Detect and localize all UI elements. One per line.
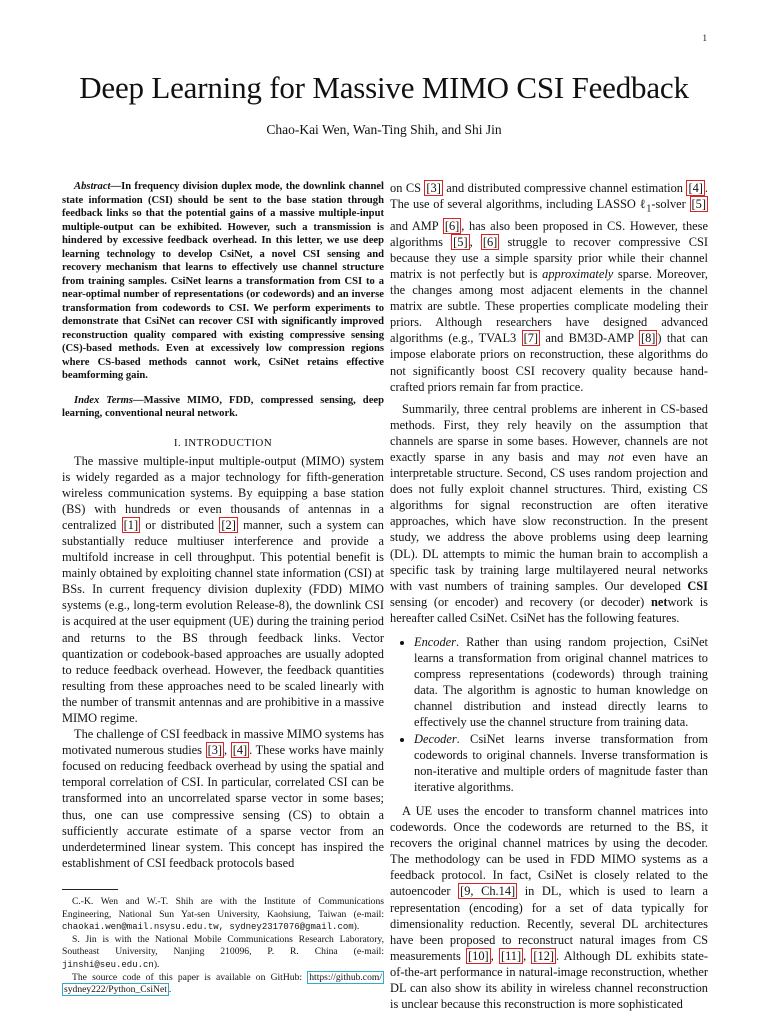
citation-link[interactable]: [3] <box>207 743 223 758</box>
github-link[interactable]: https://github.com/ <box>309 971 382 983</box>
citation-link[interactable]: [10] <box>468 948 489 963</box>
citation-link[interactable]: [5] <box>453 234 468 249</box>
autoencoder-paragraph: A UE uses the encoder to transform channel matrices into codewords. Once the codewords are returned to the BS, it recovers the original channel matrices by using the decoder. The methodology can be used in FDD MIMO systems as a feedback protocol. In fact, CsiNet is closely related to the autoencoder [9, Ch.14] in DL, which is used to learn a representation (encoding) for a set of data typically for dimensionality reduction. Recently, several DL architectures have been proposed to reconstruct natural images from CS measurements [10] , [11] , [12] . Although DL exhibits state-of-the-art performance in natural-image reconstruction, whether DL can also show its ability in wireless channel reconstruction is unclear because this reconstruction is more sophisticated <box>390 803 708 1012</box>
footnote-rule <box>62 889 118 890</box>
right-column <box>390 180 708 1012</box>
index-terms <box>62 394 384 421</box>
citation-link[interactable]: [6] <box>444 218 460 233</box>
citation-link[interactable]: [3] <box>426 181 441 195</box>
author-list: Chao-Kai Wen, Wan-Ting Shih, and Shi Jin <box>266 122 502 137</box>
citation-link[interactable]: [7] <box>523 331 539 346</box>
abstract-label: Abstract <box>74 181 111 192</box>
intro-paragraph-2: The challenge of CSI feedback in massive MIMO systems has motivated numerous studies [3] , [4] . These works have mainly focused on reducing feedback overhead by using the spatial and temporal correlation of CSI. In particular, correlated CSI can be transformed into an uncorrelated sparse vector in some bases; thus, one can use compressive sensing (CS) to obtain a sufficiently accurate estimate of a sparse vector from an underdetermined linear system. This concept has inspired the establishment of CSI feedback protocols based <box>62 727 384 870</box>
abstract-text: —In frequency division duplex mode, the downlink channel state information (CSI) should be sent to the base station through feedback links so that the potential gains of a massive multiple-input multiple-output can be exhibited. However, such a transmission is hindered by excessive feedback overhead. In this letter, we use deep learning technology to develop CsiNet, a novel CSI sensing and recovery mechanism that learns to effectively use channel structure from training samples. CsiNet learns a transformation from CSI to a near-optimal number of representations (or codewords) and an inverse transformation from codewords to CSI. We perform experiments to demonstrate that CsiNet can recover CSI with significantly improved reconstruction quality compared with existing compressive sensing (CS)-based methods. Even at excessively low compression regions where CS-based methods cannot work, CsiNet retains effective beamforming gain. <box>62 181 384 381</box>
intro-paragraph-1: The massive multiple-input multiple-output (MIMO) system is widely regarded as a major technology for fifth-generation wireless communication systems. By equipping a base station (BS) with hundreds or even thousands of antennas in a centralized [1] or distributed [2] manner, such a system can substantially reduce multiuser interference and provide a multifold increase in cell throughput. This potential benefit is mainly obtained by exploiting channel state information (CSI) at BSs. In current frequency division duplexity (FDD) MIMO systems (e.g., long-term evolution Release-8), the downlink CSI is acquired at the user equipment (UE) during the training period and returns to the BS through feedback links. Vector quantization or codebook-based approaches are usually adopted to reduce feedback overhead. However, the feedback quantities resulting from these approaches need to be scaled linearly with the number of transmit antennas and are prohibitive in a massive MIMO regime. <box>62 453 384 725</box>
abstract <box>62 180 384 383</box>
paper-title: Deep Learning for Massive MIMO CSI Feedback <box>79 70 689 105</box>
citation-link[interactable]: [8] <box>640 331 656 346</box>
citation-link[interactable]: [5] <box>691 197 706 212</box>
citation-link[interactable]: [6] <box>482 234 498 249</box>
footnote-affiliation-1: C.-K. Wen and W.-T. Shih are with the Institute of Communications Engineering, National Sun Yat-sen University, Kaohsiung, Taiwan (e-mail: chaokai.wen@mail.nsysu.edu.tw, sydney2317076@gmail.com). <box>62 895 384 933</box>
cs-paragraph: on CS [3] and distributed compressive channel estimation [4] . The use of several algorithms, including LASSO ℓ$_1$-solver [5] and AMP [6] , has also been proposed in CS. However, these algorithms [5] , [6] struggle to recover compressive CSI because they use a simple sparsity prior while their channel matrix is not perfectly but is approximately sparse. Moreover, the changes among most adjacent elements in the channel matrix are subtle. These properties complicate modeling their priors. Although researchers have designed advanced algorithms (e.g., TVAL3 [7] and BM3D-AMP [8] ) that can impose elaborate priors on reconstruction, these algorithms do not significantly boost CSI recovery quality because hand-crafted priors remain far from practice. <box>390 181 708 394</box>
citation-link[interactable]: [2] <box>221 517 236 532</box>
footnote-source-code: The source code of this paper is available on GitHub: https://github.com/ sydney222/Python_CsiNet . <box>64 971 382 996</box>
citation-link[interactable]: [9, Ch.14] <box>460 884 516 899</box>
index-terms-text: —Massive MIMO, FDD, compressed sensing, deep learning, conventional neural network. <box>62 394 384 419</box>
github-link[interactable]: sydney222/Python_CsiNet <box>64 984 167 996</box>
page-number: 1 <box>702 33 707 43</box>
list-item: • Decoder. CsiNet learns inverse transformation from codewords to original channels. Inverse transformation is non-iterative and multiple orders of magnitude faster than iterative algorithms. <box>414 731 708 795</box>
footnote-affiliation-2: S. Jin is with the National Mobile Communications Research Laboratory, Southeast University, Nanjing 210096, P. R. China (e-mail: jinshi@seu.edu.cn). <box>62 933 384 970</box>
list-item: • Encoder. Rather than using random projection, CsiNet learns a transformation from original channel matrices to compress representations (codewords) through training data. The algorithm is agnostic to human knowledge on channel distribution and instead directly learns to effectively use the channel structure from training data. <box>414 634 708 731</box>
citation-link[interactable]: [11] <box>500 948 522 963</box>
citation-link[interactable]: [12] <box>533 948 555 963</box>
index-terms-label: Index Terms <box>74 394 133 406</box>
problems-paragraph: Summarily, three central problems are inherent in CS-based methods. First, they rely heavily on the assumption that channels are sparse in some bases. However, channels are not exactly sparse in any basis and may not even have an interpretable structure. Second, CS uses random projection and does not fully exploit channel structures. Third, existing CS algorithms for signal reconstruction are often iterative approaches, which have slow reconstruction. In the present study, we address the above problems using deep learning (DL). DL attempts to mimic the human brain to accomplish a specific task by training large multilayered neural networks with vast numbers of training samples. Our developed CSI sensing (or encoder) and recovery (or decoder) network is hereafter called CsiNet. CsiNet has the following features. <box>390 401 708 625</box>
citation-link[interactable]: [4] <box>232 743 248 758</box>
citation-link[interactable]: [1] <box>123 517 139 532</box>
email-text: jinshi@seu.edu.cn <box>62 959 154 970</box>
section-heading: I. INTRODUCTION <box>173 436 273 449</box>
feature-list <box>390 634 708 795</box>
citation-link[interactable]: [4] <box>688 181 703 195</box>
left-column <box>62 180 384 997</box>
email-text: chaokai.wen@mail.nsysu.edu.tw, sydney2317076@gmail.com <box>62 922 354 933</box>
